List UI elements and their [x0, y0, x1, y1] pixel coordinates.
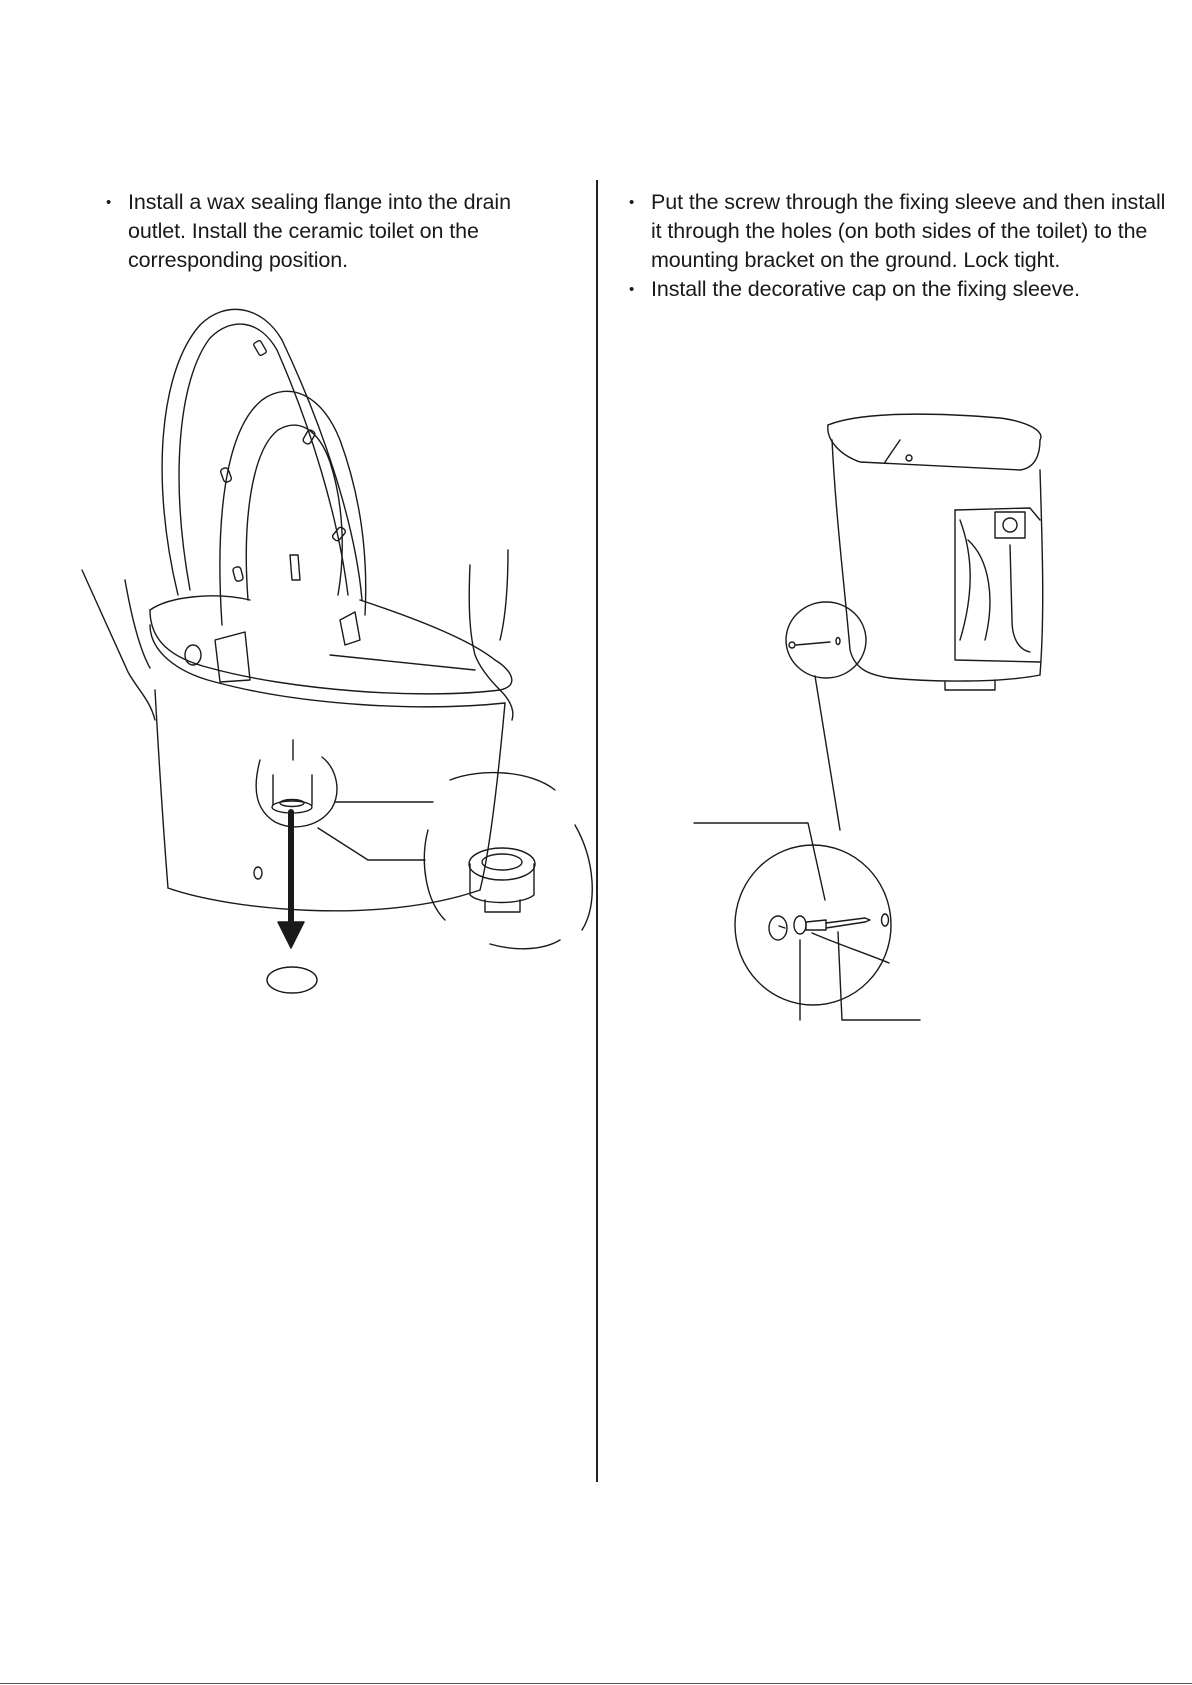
toilet-lid — [162, 309, 362, 600]
footer-rule — [0, 1683, 1192, 1684]
step-wax-flange: • Install a wax sealing flange into the drain outlet. Install the ceramic toilet on the corresponding position. — [104, 188, 574, 275]
drain-outlet-detail — [256, 740, 433, 860]
down-arrow-icon — [278, 812, 304, 948]
screw-fixing-illustration — [600, 0, 1192, 1050]
drain-hole — [267, 967, 317, 993]
step-screw-sleeve: • Put the screw through the fixing sleeve and then install it through the holes (on both sides of the toilet) to the mounting bracket on the ground. Lock tight. — [627, 188, 1172, 275]
toilet-install-illustration — [0, 0, 600, 1000]
toilet-bowl — [150, 596, 512, 911]
wax-ring-callout — [424, 773, 592, 949]
right-hand — [469, 550, 513, 720]
screw-location-marker — [786, 602, 866, 678]
left-hand — [82, 570, 155, 720]
toilet-seat — [220, 391, 366, 625]
screw-detail-callout — [735, 845, 891, 1005]
step-decorative-cap: • Install the decorative cap on the fixing sleeve. — [627, 275, 1172, 304]
toilet-side-view — [828, 414, 1043, 690]
